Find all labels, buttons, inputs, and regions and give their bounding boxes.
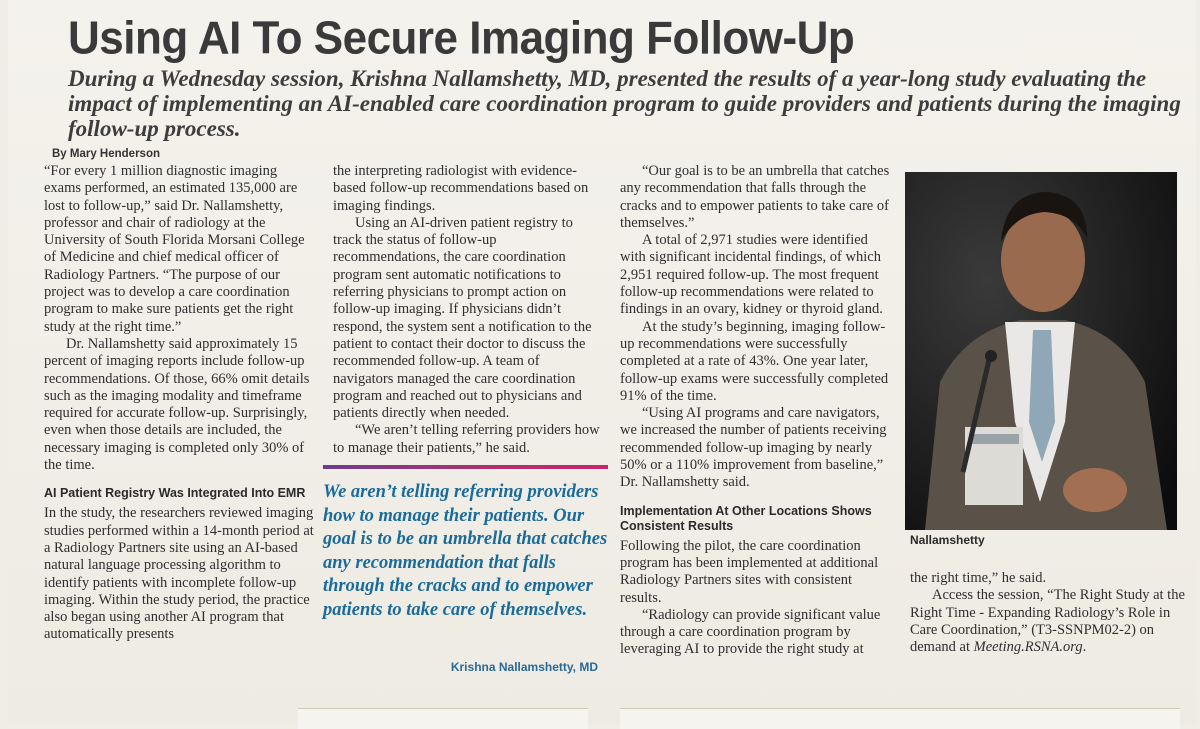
byline: By Mary Henderson <box>52 148 161 160</box>
col3-paragraph: At the study’s beginning, imaging follow-up recommendations were successfully completed at a rate of 43%. One year later, follow-up exams were successfully completed 91% of the time. <box>620 318 889 404</box>
col3-paragraph: “Using AI programs and care navigators, we increased the number of patients receiving recommended follow-up imaging by nearly 50% or a 110% improvement from baseline,” Dr. Nallamshetty said. <box>620 405 887 491</box>
pull-quote-attribution: Krishna Nallamshetty, MD <box>450 660 598 674</box>
col1-subhead: AI Patient Registry Was Integrated Into EMR <box>44 486 306 501</box>
speaker-photo <box>905 172 1177 530</box>
pull-quote-rule <box>323 465 608 469</box>
column-3 <box>620 163 890 659</box>
page-edge <box>620 708 1180 729</box>
col3-paragraph: “Radiology can provide significant value through a care coordination program by leveraging AI to provide the right study at <box>620 606 881 658</box>
col2-paragraph: Using an AI-driven patient registry to track the status of follow-up recommendations, the care coordination program sent automatic notifications to referring physicians to prompt action on follow-up imaging. If physicians didn’t respond, the system sent a notification to the patient to contact their doctor to discuss the recommended follow-up. A team of navigators managed the care coordination program and reached out to physicians and patients directly when needed. <box>333 214 592 422</box>
meeting-link[interactable]: Meeting.RSNA.org <box>973 639 1083 656</box>
col4-text-end: . <box>1082 639 1087 656</box>
column-4 <box>910 570 1185 656</box>
col4-paragraph: the right time,” he said. <box>910 570 1047 586</box>
pull-quote-text: We aren’t telling referring providers how to manage their patients. Our goal is to be an umbrella that catches any recommendation that falls through the cracks and to empower patients to take care of themselves. <box>323 482 608 620</box>
col4-paragraph <box>910 587 1185 656</box>
col3-paragraph: Following the pilot, the care coordination program has been implemented at additional Radiology Partners sites with consistent results. <box>620 537 879 606</box>
col1-paragraph: “For every 1 million diagnostic imaging exams performed, an estimated 135,000 are lost to follow-up,” said Dr. Nallamshetty, professor and chair of radiology at the University of South Florida Morsani College of Medicine and chief medical officer of Radiology Partners. “The purpose of our project was to develop a care coordination program to make sure patients get the right study at the right time.” <box>44 163 305 335</box>
col2-paragraph: “We aren’t telling referring providers how to manage their patients,” he said. <box>333 422 600 456</box>
column-1 <box>44 163 314 644</box>
page-edge <box>298 708 588 729</box>
column-2 <box>333 163 601 457</box>
pull-quote <box>323 465 608 680</box>
col4-text: Access the session, “The Right Study at the Right Time - Expanding Radiology’s Role in Care Coordination,” (T3-SSNPM02-2) on demand at <box>910 587 1185 656</box>
col3-paragraph: “Our goal is to be an umbrella that catches any recommendation that falls through the cracks and to empower patients to take care of themselves.” <box>620 163 890 231</box>
col1-paragraph: Dr. Nallamshetty said approximately 15 percent of imaging reports include follow-up recommendations. Of those, 66% omit details such as the imaging modality and timeframe required for accurate follow-up. Surprisingly, even when those details are included, the necessary imaging is completed only 30% of the time. <box>44 335 310 474</box>
speaker-photo-illustration <box>905 172 1177 530</box>
deck: During a Wednesday session, Krishna Nallamshetty, MD, presented the results of a year-long study evaluating the impact of implementing an AI-enabled care coordination program to guide providers and patients during the imaging follow-up process. <box>68 66 1181 141</box>
headline: Using AI To Secure Imaging Follow-Up <box>68 12 855 65</box>
col3-subhead: Implementation At Other Locations Shows Consistent Results <box>620 503 872 533</box>
photo-caption: Nallamshetty <box>910 533 985 547</box>
col1-paragraph: In the study, the researchers reviewed imaging studies performed within a 14-month period at a Radiology Partners site using an AI-based natural language processing algorithm to identify patients with incomplete follow-up imaging. Within the study period, the practice also began using another AI program that automatically presents <box>44 505 314 643</box>
col2-paragraph: the interpreting radiologist with evidence-based follow-up recommendations based on imaging findings. <box>333 163 589 214</box>
newspaper-page <box>8 0 1196 723</box>
col3-paragraph: A total of 2,971 studies were identified with significant incidental findings, of which 2,951 required follow-up. The most frequent follow-up recommendations were related to findings in an ovary, kidney or thyroid gland. <box>620 232 883 318</box>
